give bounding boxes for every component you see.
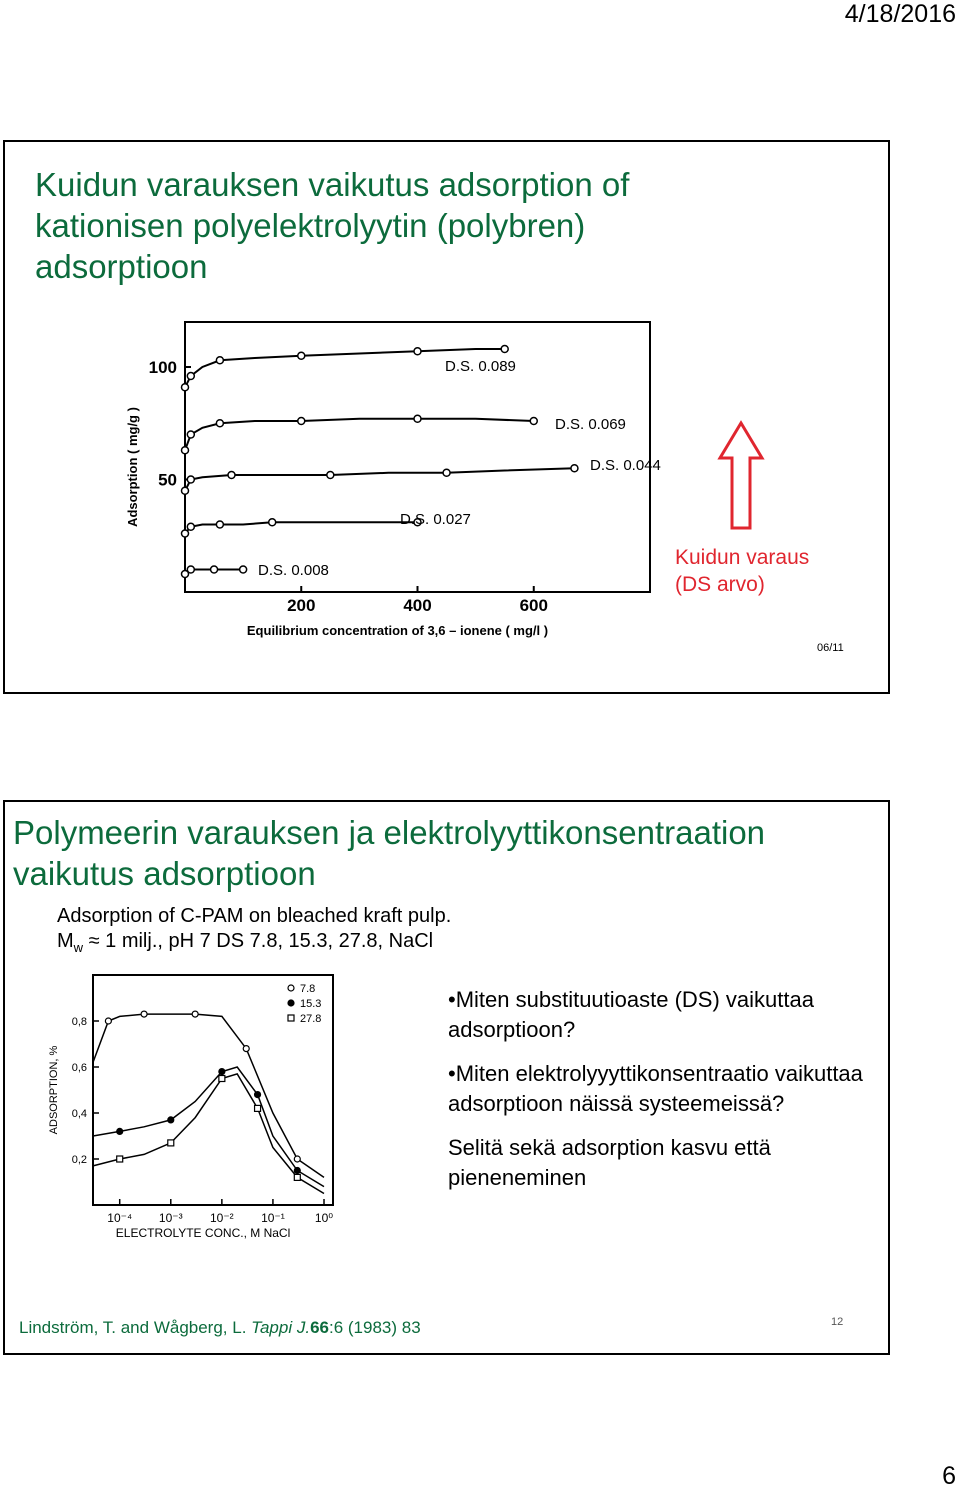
data-point: [182, 487, 189, 494]
data-point: [219, 1069, 225, 1075]
page-date: 4/18/2016: [844, 0, 956, 28]
data-point: [187, 431, 194, 438]
data-point: [530, 418, 537, 425]
data-point: [211, 566, 218, 573]
citation-issue: :6 (1983) 83: [328, 1318, 421, 1337]
y-tick-label: 50: [158, 470, 177, 490]
ionene-adsorption-chart: [115, 317, 675, 642]
data-point: [117, 1128, 123, 1134]
x-axis-label: Equilibrium concentration of 3,6 – ionene ( mg/l ): [246, 623, 549, 638]
charge-annotation: [675, 544, 809, 598]
slide2-title-line: vaikutus adsorptioon: [13, 855, 316, 892]
data-point: [105, 1018, 111, 1024]
x-tick-label: 200: [287, 596, 316, 615]
data-point: [294, 1168, 300, 1174]
series-label: D.S. 0.044: [590, 457, 661, 474]
data-point: [501, 346, 508, 353]
data-point: [228, 472, 235, 479]
question-item: •Miten substituutioaste (DS) vaikuttaa adsorptioon?: [448, 987, 814, 1042]
data-point: [182, 530, 189, 537]
slide1-title: [35, 164, 629, 287]
data-point: [117, 1156, 123, 1162]
data-point: [571, 465, 578, 472]
x-axis-label: ELECTROLYTE CONC., M NaCl: [115, 1226, 291, 1240]
series-line: [93, 1014, 324, 1177]
data-point: [187, 476, 194, 483]
slide-2: [3, 800, 890, 1355]
y-tick-label: 0,2: [71, 1154, 87, 1166]
page-number: 6: [942, 1462, 956, 1490]
y-axis-label: ADSORPTION, %: [48, 1045, 60, 1135]
data-point: [414, 415, 421, 422]
series-label: D.S. 0.027: [400, 511, 471, 528]
subtitle-line-2: [57, 929, 451, 960]
plot-frame: [185, 322, 650, 592]
series-line: [93, 1074, 324, 1194]
data-point: [255, 1092, 261, 1098]
slide2-number: 12: [831, 1316, 844, 1328]
subtitle-line-1: Adsorption of C-PAM on bleached kraft pulp.: [57, 905, 452, 927]
data-point: [269, 519, 276, 526]
y-tick-label: 0,8: [71, 1016, 87, 1028]
legend-label: 15.3: [300, 998, 322, 1010]
slide1-title-line: kationisen polyelektrolyytin (polybren): [35, 207, 586, 244]
legend-marker: [288, 1015, 294, 1021]
data-point: [294, 1156, 300, 1162]
series-line: [185, 468, 574, 491]
data-point: [182, 447, 189, 454]
data-point: [216, 420, 223, 427]
citation-journal: Tappi J.: [251, 1318, 311, 1337]
data-point: [294, 1174, 300, 1180]
y-tick-label: 0,4: [71, 1108, 87, 1120]
series-label: D.S. 0.069: [555, 416, 626, 433]
x-tick-label: 10⁻²: [210, 1211, 234, 1225]
citation-volume: 66: [310, 1318, 329, 1337]
x-tick-label: 600: [519, 596, 548, 615]
data-point: [255, 1105, 261, 1111]
data-point: [182, 384, 189, 391]
data-point: [216, 357, 223, 364]
data-point: [243, 1046, 249, 1052]
data-point: [187, 373, 194, 380]
legend-marker: [288, 1000, 294, 1006]
question-item: •Miten elektrolyyyttikonsentraatio vaikuttaa adsorptioon näissä systeemeissä?: [448, 1061, 863, 1116]
series-line: [185, 419, 534, 451]
x-tick-label: 10⁻³: [158, 1211, 183, 1225]
y-tick-label: 0,6: [71, 1062, 87, 1074]
electrolyte-adsorption-chart: [43, 970, 353, 1245]
x-tick-label: 10⁰: [314, 1211, 334, 1225]
series-label: D.S. 0.008: [258, 562, 329, 579]
charge-annotation-line: Kuidun varaus: [675, 546, 810, 569]
data-point: [414, 348, 421, 355]
data-point: [216, 521, 223, 528]
mw-subscript: w: [73, 940, 84, 955]
data-point: [219, 1076, 225, 1082]
data-point: [298, 418, 305, 425]
data-point: [168, 1117, 174, 1123]
data-point: [187, 566, 194, 573]
x-tick-label: 400: [403, 596, 432, 615]
legend-label: 27.8: [300, 1013, 322, 1025]
data-point: [168, 1140, 174, 1146]
explanation-note: Selitä sekä adsorption kasvu että pieneneminen: [448, 1135, 771, 1190]
data-point: [187, 523, 194, 530]
y-tick-label: 100: [148, 358, 177, 377]
charge-annotation-line: (DS arvo): [675, 573, 765, 596]
x-tick-label: 10⁻⁴: [107, 1211, 133, 1225]
mw-symbol: M: [57, 930, 74, 952]
citation-authors: Lindström, T. and Wågberg, L.: [19, 1318, 252, 1337]
subtitle-line-2-text: ≈ 1 milj., pH 7 DS 7.8, 15.3, 27.8, NaCl: [83, 930, 434, 952]
data-point: [327, 472, 334, 479]
data-point: [298, 352, 305, 359]
data-point: [192, 1011, 198, 1017]
slide2-title-line: Polymeerin varauksen ja elektrolyyttikonsentraation: [13, 814, 766, 851]
y-axis-label: Adsorption ( mg/g ): [125, 407, 140, 527]
slide-1: [3, 140, 890, 694]
slide2-subtitle: [57, 904, 451, 960]
slide1-title-line: Kuidun varauksen vaikutus adsorption of: [35, 166, 630, 203]
up-arrow-icon: [717, 420, 765, 532]
question-list: [448, 985, 868, 1207]
series-label: D.S. 0.089: [445, 358, 516, 375]
data-point: [240, 566, 247, 573]
slide2-title: [13, 812, 765, 894]
legend-marker: [288, 985, 294, 991]
data-point: [443, 469, 450, 476]
x-tick-label: 10⁻¹: [261, 1211, 285, 1225]
data-point: [141, 1011, 147, 1017]
citation: [19, 1318, 421, 1338]
legend-label: 7.8: [300, 983, 316, 995]
slide1-title-line: adsorptioon: [35, 248, 208, 285]
slide1-number: 06/11: [817, 642, 844, 654]
